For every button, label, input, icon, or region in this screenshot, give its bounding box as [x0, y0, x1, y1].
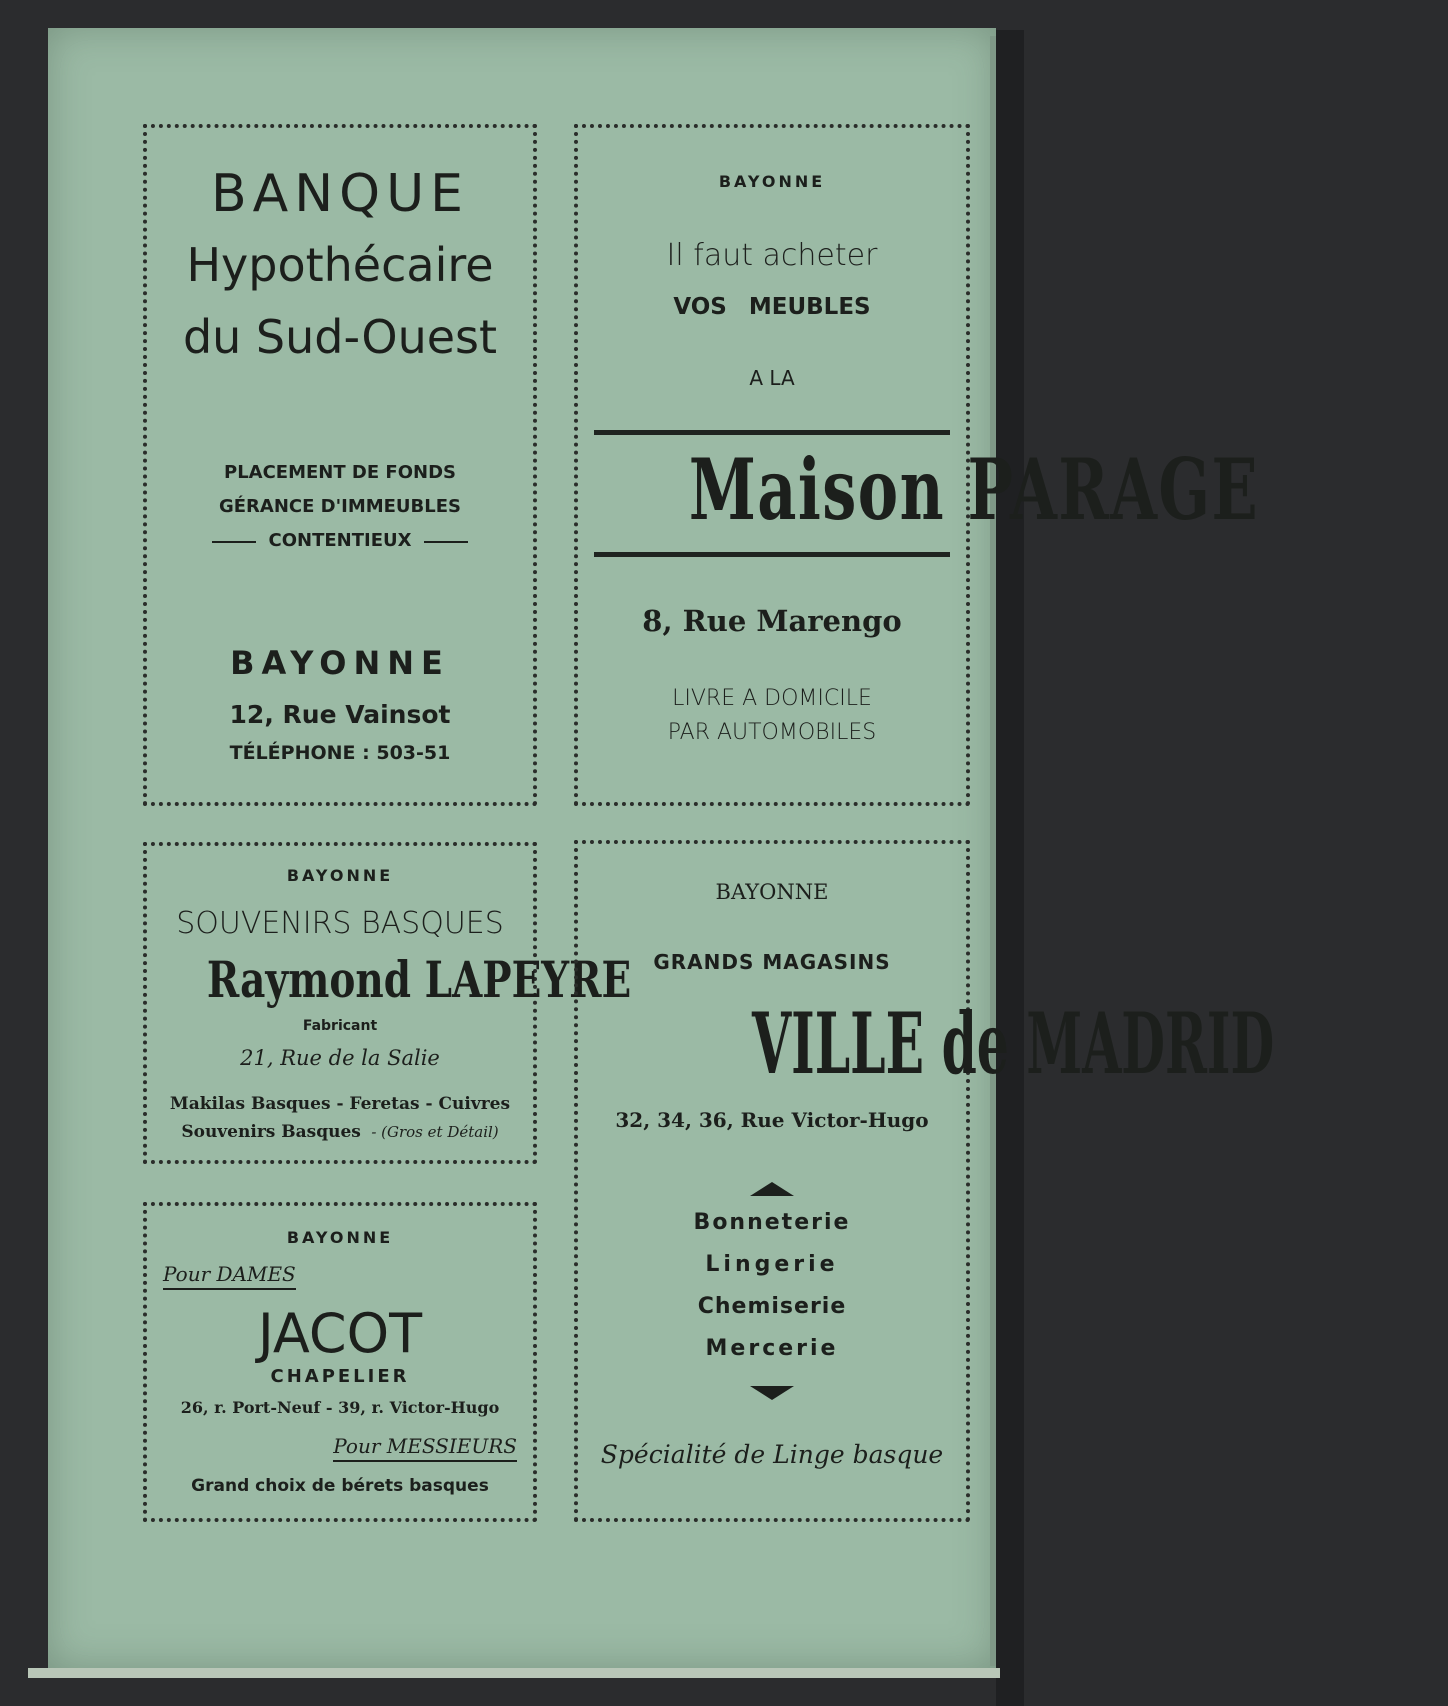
- lapeyre-products-1: Makilas Basques - Feretas - Cuivres: [169, 1094, 511, 1114]
- lapeyre-city: BAYONNE: [286, 866, 394, 885]
- jacot-messieurs: [333, 1434, 517, 1458]
- jacot-name: JACOT: [257, 1302, 423, 1365]
- parage-line-1: Il faut acheter: [666, 238, 878, 273]
- ad-parage: [574, 124, 1260, 806]
- lapeyre-products-2b: - (Gros et Détail): [371, 1123, 499, 1141]
- madrid-city: BAYONNE: [715, 880, 829, 904]
- parage-name-wrap: [578, 440, 1260, 539]
- madrid-specialty: Spécialité de Linge basque: [600, 1440, 944, 1469]
- book-spine: [996, 30, 1024, 1706]
- page-bottom-edge: [28, 1668, 1000, 1678]
- triangle-up-icon: [750, 1182, 794, 1196]
- lapeyre-address: 21, Rue de la Salie: [240, 1046, 440, 1070]
- parage-delivery-2: PAR AUTOMOBILES: [667, 720, 877, 745]
- madrid-item-4: Mercerie: [705, 1336, 839, 1361]
- parage-rule-bottom: [594, 552, 950, 557]
- parage-rule-top: [594, 430, 950, 435]
- ad-lapeyre: [143, 842, 632, 1164]
- banque-address: 12, Rue Vainsot: [229, 700, 451, 729]
- lapeyre-name-wrap: [147, 950, 632, 1009]
- banque-service-2: GÉRANCE D'IMMEUBLES: [218, 496, 462, 517]
- jacot-address: 26, r. Port-Neuf - 39, r. Victor-Hugo: [180, 1398, 500, 1417]
- banque-title-2: Hypothécaire: [186, 238, 494, 292]
- banque-service-3: CONTENTIEUX: [268, 530, 412, 551]
- parage-name: Maison PARAGE: [688, 440, 1260, 539]
- jacot-role: CHAPELIER: [270, 1366, 410, 1387]
- lapeyre-products-2-row: [147, 1122, 533, 1142]
- madrid-line-1: GRANDS MAGASINS: [653, 950, 891, 974]
- jacot-slogan: Grand choix de bérets basques: [191, 1476, 489, 1496]
- jacot-dames-label: Pour DAMES: [163, 1262, 296, 1290]
- jacot-city: BAYONNE: [286, 1228, 394, 1247]
- parage-address: 8, Rue Marengo: [642, 604, 902, 638]
- ad-madrid: [574, 840, 1275, 1522]
- divider-left: [212, 541, 256, 543]
- ad-jacot: [143, 1202, 537, 1522]
- madrid-item-3: Chemiserie: [697, 1294, 847, 1319]
- madrid-item-1: Bonneterie: [693, 1210, 851, 1235]
- parage-city: BAYONNE: [718, 172, 826, 191]
- madrid-item-2: Lingerie: [705, 1252, 839, 1277]
- lapeyre-name: Raymond LAPEYRE: [206, 950, 632, 1009]
- ad-banque: [143, 124, 537, 806]
- lapeyre-line-1: SOUVENIRS BASQUES: [176, 906, 504, 941]
- banque-city: BAYONNE: [230, 644, 450, 682]
- banque-service-3-row: [147, 530, 533, 551]
- madrid-name: VILLE de MADRID: [752, 994, 1275, 1093]
- divider-right: [424, 541, 468, 543]
- parage-line-2: VOS MEUBLES: [673, 294, 871, 320]
- parage-line-3: A LA: [749, 366, 795, 390]
- banque-title-3: du Sud-Ouest: [182, 310, 498, 364]
- triangle-down-icon: [750, 1386, 794, 1400]
- banque-phone: TÉLÉPHONE : 503-51: [229, 742, 451, 764]
- lapeyre-role: Fabricant: [302, 1018, 378, 1034]
- lapeyre-products-2: Souvenirs Basques: [181, 1122, 361, 1142]
- banque-service-1: PLACEMENT DE FONDS: [224, 462, 456, 483]
- madrid-name-wrap: [578, 994, 1275, 1093]
- banque-title-1: BANQUE: [211, 164, 469, 224]
- jacot-dames: [163, 1262, 296, 1286]
- jacot-messieurs-label: Pour MESSIEURS: [333, 1434, 517, 1462]
- parage-delivery-1: LIVRE A DOMICILE: [672, 686, 872, 711]
- madrid-address: 32, 34, 36, Rue Victor-Hugo: [615, 1108, 929, 1132]
